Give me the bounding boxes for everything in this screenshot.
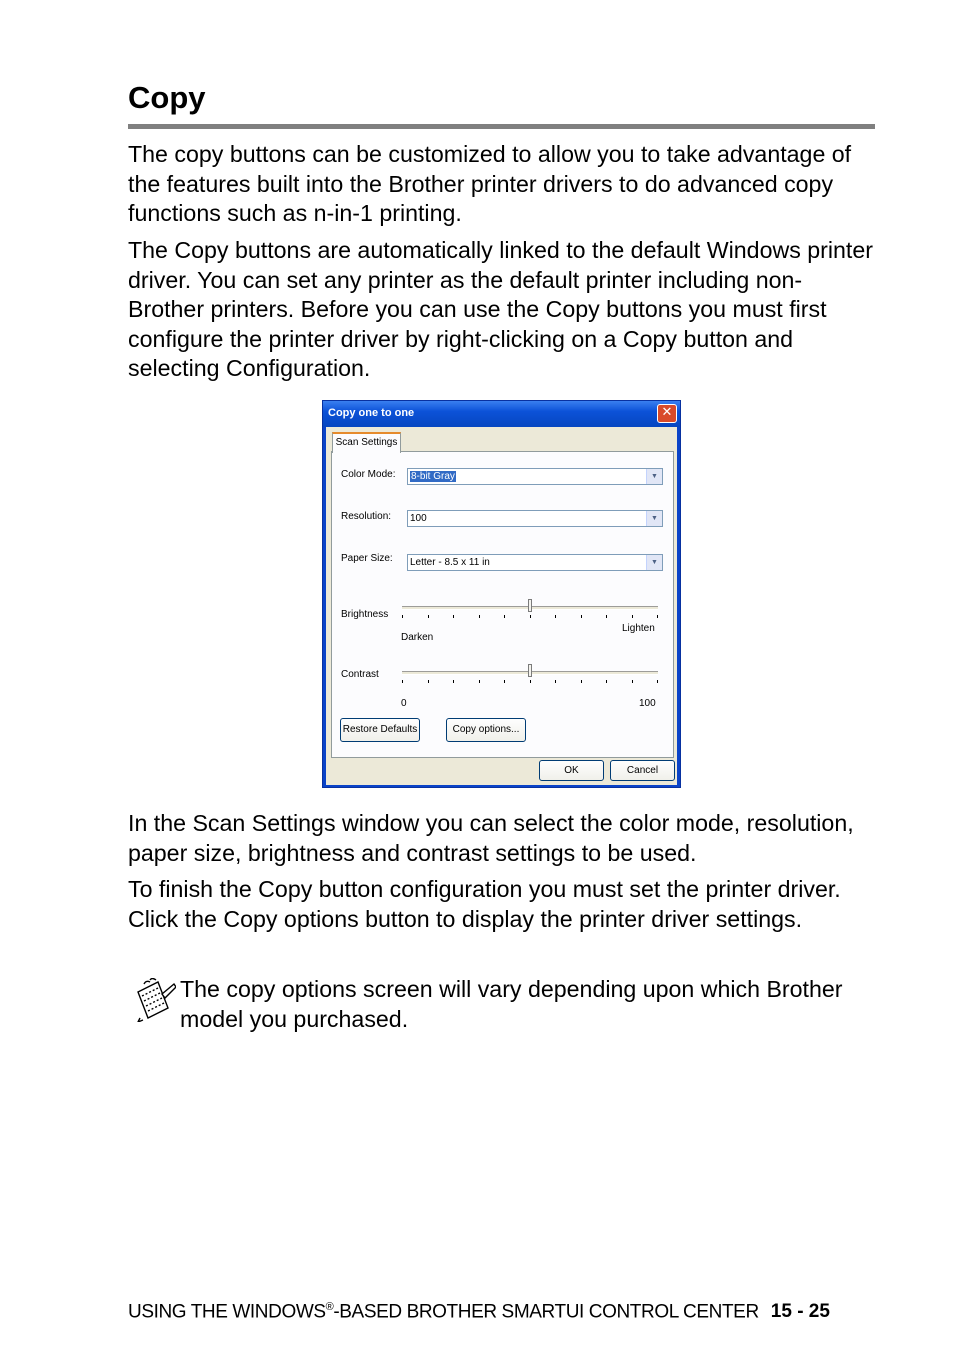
slider-tick (428, 680, 429, 683)
slider-tick (530, 615, 531, 618)
copy-dialog (322, 400, 681, 788)
brightness-max-label: Lighten (622, 623, 655, 634)
contrast-slider[interactable] (402, 664, 660, 684)
resolution-select[interactable] (407, 510, 663, 527)
color-mode-select[interactable] (407, 468, 663, 485)
slider-tick (657, 615, 658, 618)
contrast-label: Contrast (341, 669, 379, 680)
slider-tick (479, 615, 480, 618)
contrast-max-label: 100 (639, 698, 656, 709)
chevron-down-icon[interactable]: ▼ (646, 469, 662, 484)
title-rule (128, 124, 875, 129)
color-mode-value: 8-bit Gray (411, 471, 455, 482)
tab-scan-settings[interactable]: Scan Settings (332, 432, 401, 453)
paragraph-copy-options: To finish the Copy button configuration you must set the printer driver. Click the Copy options button to display the printer driver settings. (128, 876, 841, 932)
chevron-down-icon[interactable]: ▼ (646, 511, 662, 526)
contrast-min-label: 0 (401, 698, 407, 709)
brightness-min-label: Darken (401, 632, 434, 643)
footer-text-before: USING THE WINDOWS (128, 1301, 326, 1323)
paragraph-scan-settings: In the Scan Settings window you can select the color mode, resolution, paper size, brightness and contrast settings to be used. (128, 810, 854, 866)
slider-tick (606, 680, 607, 683)
resolution-label: Resolution: (341, 511, 392, 522)
slider-tick (606, 615, 607, 618)
chevron-down-icon[interactable]: ▼ (646, 555, 662, 570)
paper-size-label: Paper Size: (341, 553, 393, 564)
slider-tick (581, 680, 582, 683)
cancel-button[interactable]: Cancel (610, 760, 675, 781)
slider-tick (504, 615, 505, 618)
dialog-title: Copy one to one (328, 407, 415, 419)
footer-registered-mark: ® (325, 1301, 334, 1313)
paper-size-select[interactable] (407, 554, 663, 571)
slider-tick (632, 680, 633, 683)
brightness-label: Brightness (341, 609, 389, 620)
resolution-value: 100 (410, 513, 427, 524)
brightness-slider-thumb[interactable] (528, 599, 532, 612)
restore-defaults-button[interactable]: Restore Defaults (340, 718, 420, 742)
slider-tick (657, 680, 658, 683)
slider-tick (453, 615, 454, 618)
paragraph-intro: The copy buttons can be customized to allow you to take advantage of the features built into the Brother printer drivers to do advanced copy functions such as n-in-1 printing. (128, 141, 852, 227)
slider-tick (402, 680, 403, 683)
paragraph-default-driver: The Copy buttons are automatically linked to the default Windows printer driver. You can set any printer as the default printer including non-Brother printers. Before you can use the Copy buttons you must first configure the printer driver by right-clicking on a Copy button and selecting Configuration. (128, 237, 873, 382)
note-text: The copy options screen will vary depending upon which Brother model you purchased. (180, 976, 843, 1032)
page-title: Copy (128, 80, 206, 115)
page-number: 15 - 25 (770, 1301, 830, 1323)
page-footer (128, 1301, 830, 1323)
dialog-title-bar (323, 401, 680, 427)
slider-tick (555, 680, 556, 683)
color-mode-label: Color Mode: (341, 469, 396, 480)
slider-tick (555, 615, 556, 618)
slider-tick (581, 615, 582, 618)
slider-tick (504, 680, 505, 683)
close-icon[interactable]: ✕ (657, 404, 677, 423)
contrast-slider-thumb[interactable] (528, 664, 532, 677)
footer-text-after: -BASED BROTHER SMARTUI CONTROL CENTER (333, 1301, 759, 1323)
scan-settings-panel (331, 451, 674, 758)
paper-size-value: Letter - 8.5 x 11 in (410, 557, 490, 568)
slider-tick (402, 615, 403, 618)
note-pencil-icon (134, 978, 176, 1022)
slider-tick (428, 615, 429, 618)
slider-tick (479, 680, 480, 683)
brightness-slider[interactable] (402, 599, 660, 619)
slider-tick (530, 680, 531, 683)
dialog-client (326, 427, 677, 785)
slider-tick (632, 615, 633, 618)
slider-tick (453, 680, 454, 683)
ok-button[interactable]: OK (539, 760, 604, 781)
copy-options-button[interactable]: Copy options... (446, 718, 526, 742)
